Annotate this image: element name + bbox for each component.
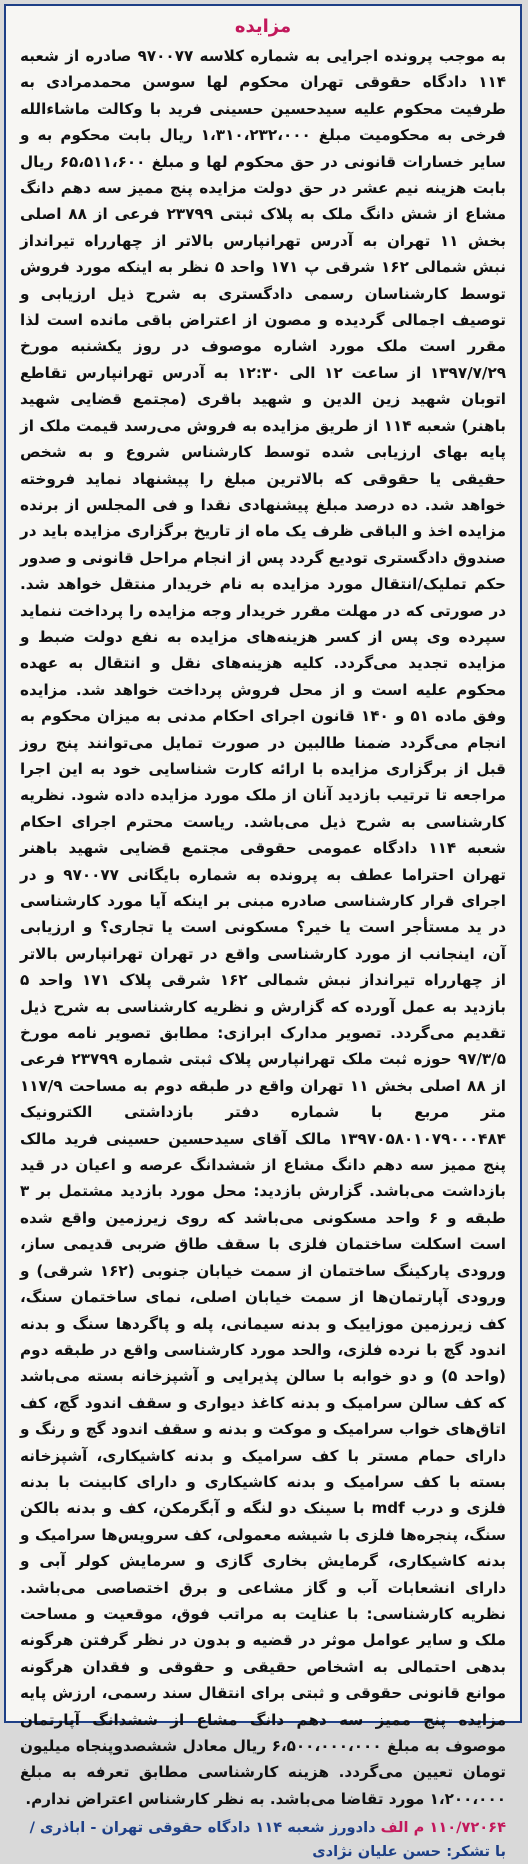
notice-footer [6, 1812, 520, 1864]
notice-body-text: به موجب پرونده اجرایی به شماره کلاسه ۹۷۰۰۷۷ صادره از شعبه ۱۱۴ دادگاه حقوقی تهران محکوم لها سوسن محمدمرادی به طرفیت محکوم علیه سیدحسین حسینی فرید با وکالت ماشاءالله فرخی به محکومیت مبلغ ۱،۳۱۰،۲۳۲،۰۰۰ ریال بابت محکوم به و سایر خسارات قانونی در حق محکوم لها و مبلغ ۶۵،۵۱۱،۶۰۰ ریال بابت هزینه نیم عشر در حق دولت مزایده پنج ممیز سه دهم دانگ مشاع از شش دانگ ملک به پلاک ثبتی ۲۳۷۹۹ فرعی از ۸۸ اصلی بخش ۱۱ تهران به آدرس تهرانپارس بالاتر از چهارراه تیرانداز نبش شمالی ۱۶۲ شرقی پ ۱۷۱ واحد ۵ نظر به اینکه مورد فروش توسط کارشناسان رسمی دادگستری به شرح ذیل ارزیابی و توصیف اجمالی گردیده و مصون از اعتراض باقی مانده است لذا مقرر است ملک مورد اشاره موصوف در روز یکشنبه مورخ ۱۳۹۷/۷/۲۹ از ساعت ۱۲ الی ۱۲:۳۰ به آدرس تهرانپارس تقاطع اتوبان شهید زین الدین و شهید باقری (مجتمع قضایی شهید باهنر) شعبه ۱۱۴ از طریق مزایده به فروش می‌رسد قیمت ملک از پایه بهای ارزیابی شده توسط کارشناس شروع و به شخص حقیقی یا حقوقی که بالاترین مبلغ را پیشنهاد نماید فروخته خواهد شد. ده درصد مبلغ پیشنهادی نقدا و فی المجلس از برنده مزایده اخذ و الباقی ظرف یک ماه از تاریخ برگزاری مزایده باید در صندوق دادگستری تودیع گردد پس از انجام مراحل قانونی و صدور حکم تملیک/انتقال مورد مزایده به نام خریدار منتقل خواهد شد. در صورتی که در مهلت مقرر خریدار وجه مزایده را پرداخت ننماید سپرده وی پس از کسر هزینه‌های مزایده به نفع دولت ضبط و مزایده تجدید می‌گردد. کلیه هزینه‌های نقل و انتقال به عهده محکوم علیه است و از محل فروش پرداخت خواهد شد. مزایده وفق ماده ۵۱ و ۱۴۰ قانون اجرای احکام مدنی به میزان محکوم به انجام می‌گردد ضمنا طالبین در صورت تمایل می‌توانند پنج روز قبل از برگزاری مزایده با ارائه کارت شناسایی خود به این اجرا مراجعه تا ترتیب بازدید آنان از ملک مورد مزایده داده شود. نظریه کارشناسی به شرح ذیل می‌باشد. ریاست محترم اجرای احکام شعبه ۱۱۴ دادگاه عمومی حقوقی مجتمع قضایی شهید باهنر تهران احتراما عطف به پرونده به شماره بایگانی ۹۷۰۰۷۷ و در اجرای قرار کارشناسی صادره مبنی بر اینکه آیا مورد کارشناسی در ید مستأجر است یا خیر؟ مسکونی است یا تجاری؟ و ارزیابی آن، اینجانب از مورد کارشناسی واقع در تهران تهرانپارس بالاتر از چهارراه تیرانداز نبش شمالی ۱۶۲ شرقی پلاک ۱۷۱ واحد ۵ بازدید به عمل آورده که گزارش و نظریه کارشناسی به شرح ذیل تقدیم می‌گردد. تصویر مدارک ابرازی: مطابق تصویر نامه مورخ ۹۷/۳/۵ حوزه ثبت ملک تهرانپارس پلاک ثبتی شماره ۲۳۷۹۹ فرعی از ۸۸ اصلی بخش ۱۱ تهران واقع در طبقه دوم به مساحت ۱۱۷/۹ متر مربع با شماره دفتر بازداشتی الکترونیک ۱۳۹۷۰۵۸۰۱۰۷۹۰۰۰۴۸۴ مالک آقای سیدحسین حسینی فرید مالک پنج ممیز سه دهم دانگ مشاع از ششدانگ عرصه و اعیان در قید بازداشت می‌باشد. گزارش بازدید: محل مورد بازدید مشتمل بر ۳ طبقه و ۶ واحد مسکونی می‌باشد که روی زیرزمین واقع شده است اسکلت ساختمان فلزی با سقف طاق ضربی قدیمی ساز، ورودی پارکینگ ساختمان از سمت خیابان جنوبی (۱۶۲ شرقی) و ورودی آپارتمان‌ها از سمت خیابان اصلی، نمای ساختمان سنگ، کف زیرزمین موزاییک و بدنه سیمانی، پله و پاگردها سنگ و بدنه اندود گچ با نرده فلزی، والحد مورد کارشناسی واقع در طبقه دوم (واحد ۵) و دو خوابه با سالن پذیرایی و آشپزخانه بسته می‌باشد که کف سالن سرامیک و بدنه کاغذ دیواری و سقف اندود گچ، کف اتاق‌های خواب سرامیک و موکت و بدنه و سقف اندود گچ و رنگ و دارای حمام مستر با کف سرامیک و بدنه کاشیکاری، آشپزخانه بسته با کف سرامیک و بدنه کاشیکاری و دارای کابینت با بدنه فلزی و درب mdf با سینک دو لنگه و آبگرمکن، کف و بدنه بالکن سنگ، پنجره‌ها فلزی با شیشه معمولی، کف سرویس‌ها سرامیک و بدنه کاشیکاری، گرمایش بخاری گازی و سرمایش کولر آبی و دارای انشعابات آب و گاز مشاعی و برق اختصاصی می‌باشد. نظریه کارشناسی: با عنایت به مراتب فوق، موقعیت و مساحت ملک و سایر عوامل موثر در قضیه و بدون در نظر گرفتن هرگونه بدهی احتمالی به اشخاص حقیقی و حقوقی و فقدان هرگونه موانع قانونی حقوقی و ثبتی برای انتقال سند رسمی، ارزش پایه مزایده پنج ممیز سه دهم دانگ مشاع از ششدانگ آپارتمان موصوف به مبلغ ۶،۵۰۰،۰۰۰،۰۰۰ ریال معادل ششصدوپنجاه میلیون تومان تعیین می‌گردد. هزینه کارشناسی مطابق تعرفه به مبلغ ۱،۲۰۰،۰۰۰ مورد تقاضا می‌باشد. به نظر کارشناس اعتراض ندارم. [20, 47, 507, 1808]
notice-signature: دادورز شعبه ۱۱۴ دادگاه حقوقی تهران - اباذری / با تشکر: حسن علیان نژادی [29, 1819, 506, 1861]
notice-title: مزایده [234, 16, 292, 37]
notice-body [6, 43, 520, 1812]
notice-reference-number: ۱۱۰/۷۲۰۶۴ م الف [380, 1819, 506, 1837]
notice-frame [4, 4, 522, 1861]
